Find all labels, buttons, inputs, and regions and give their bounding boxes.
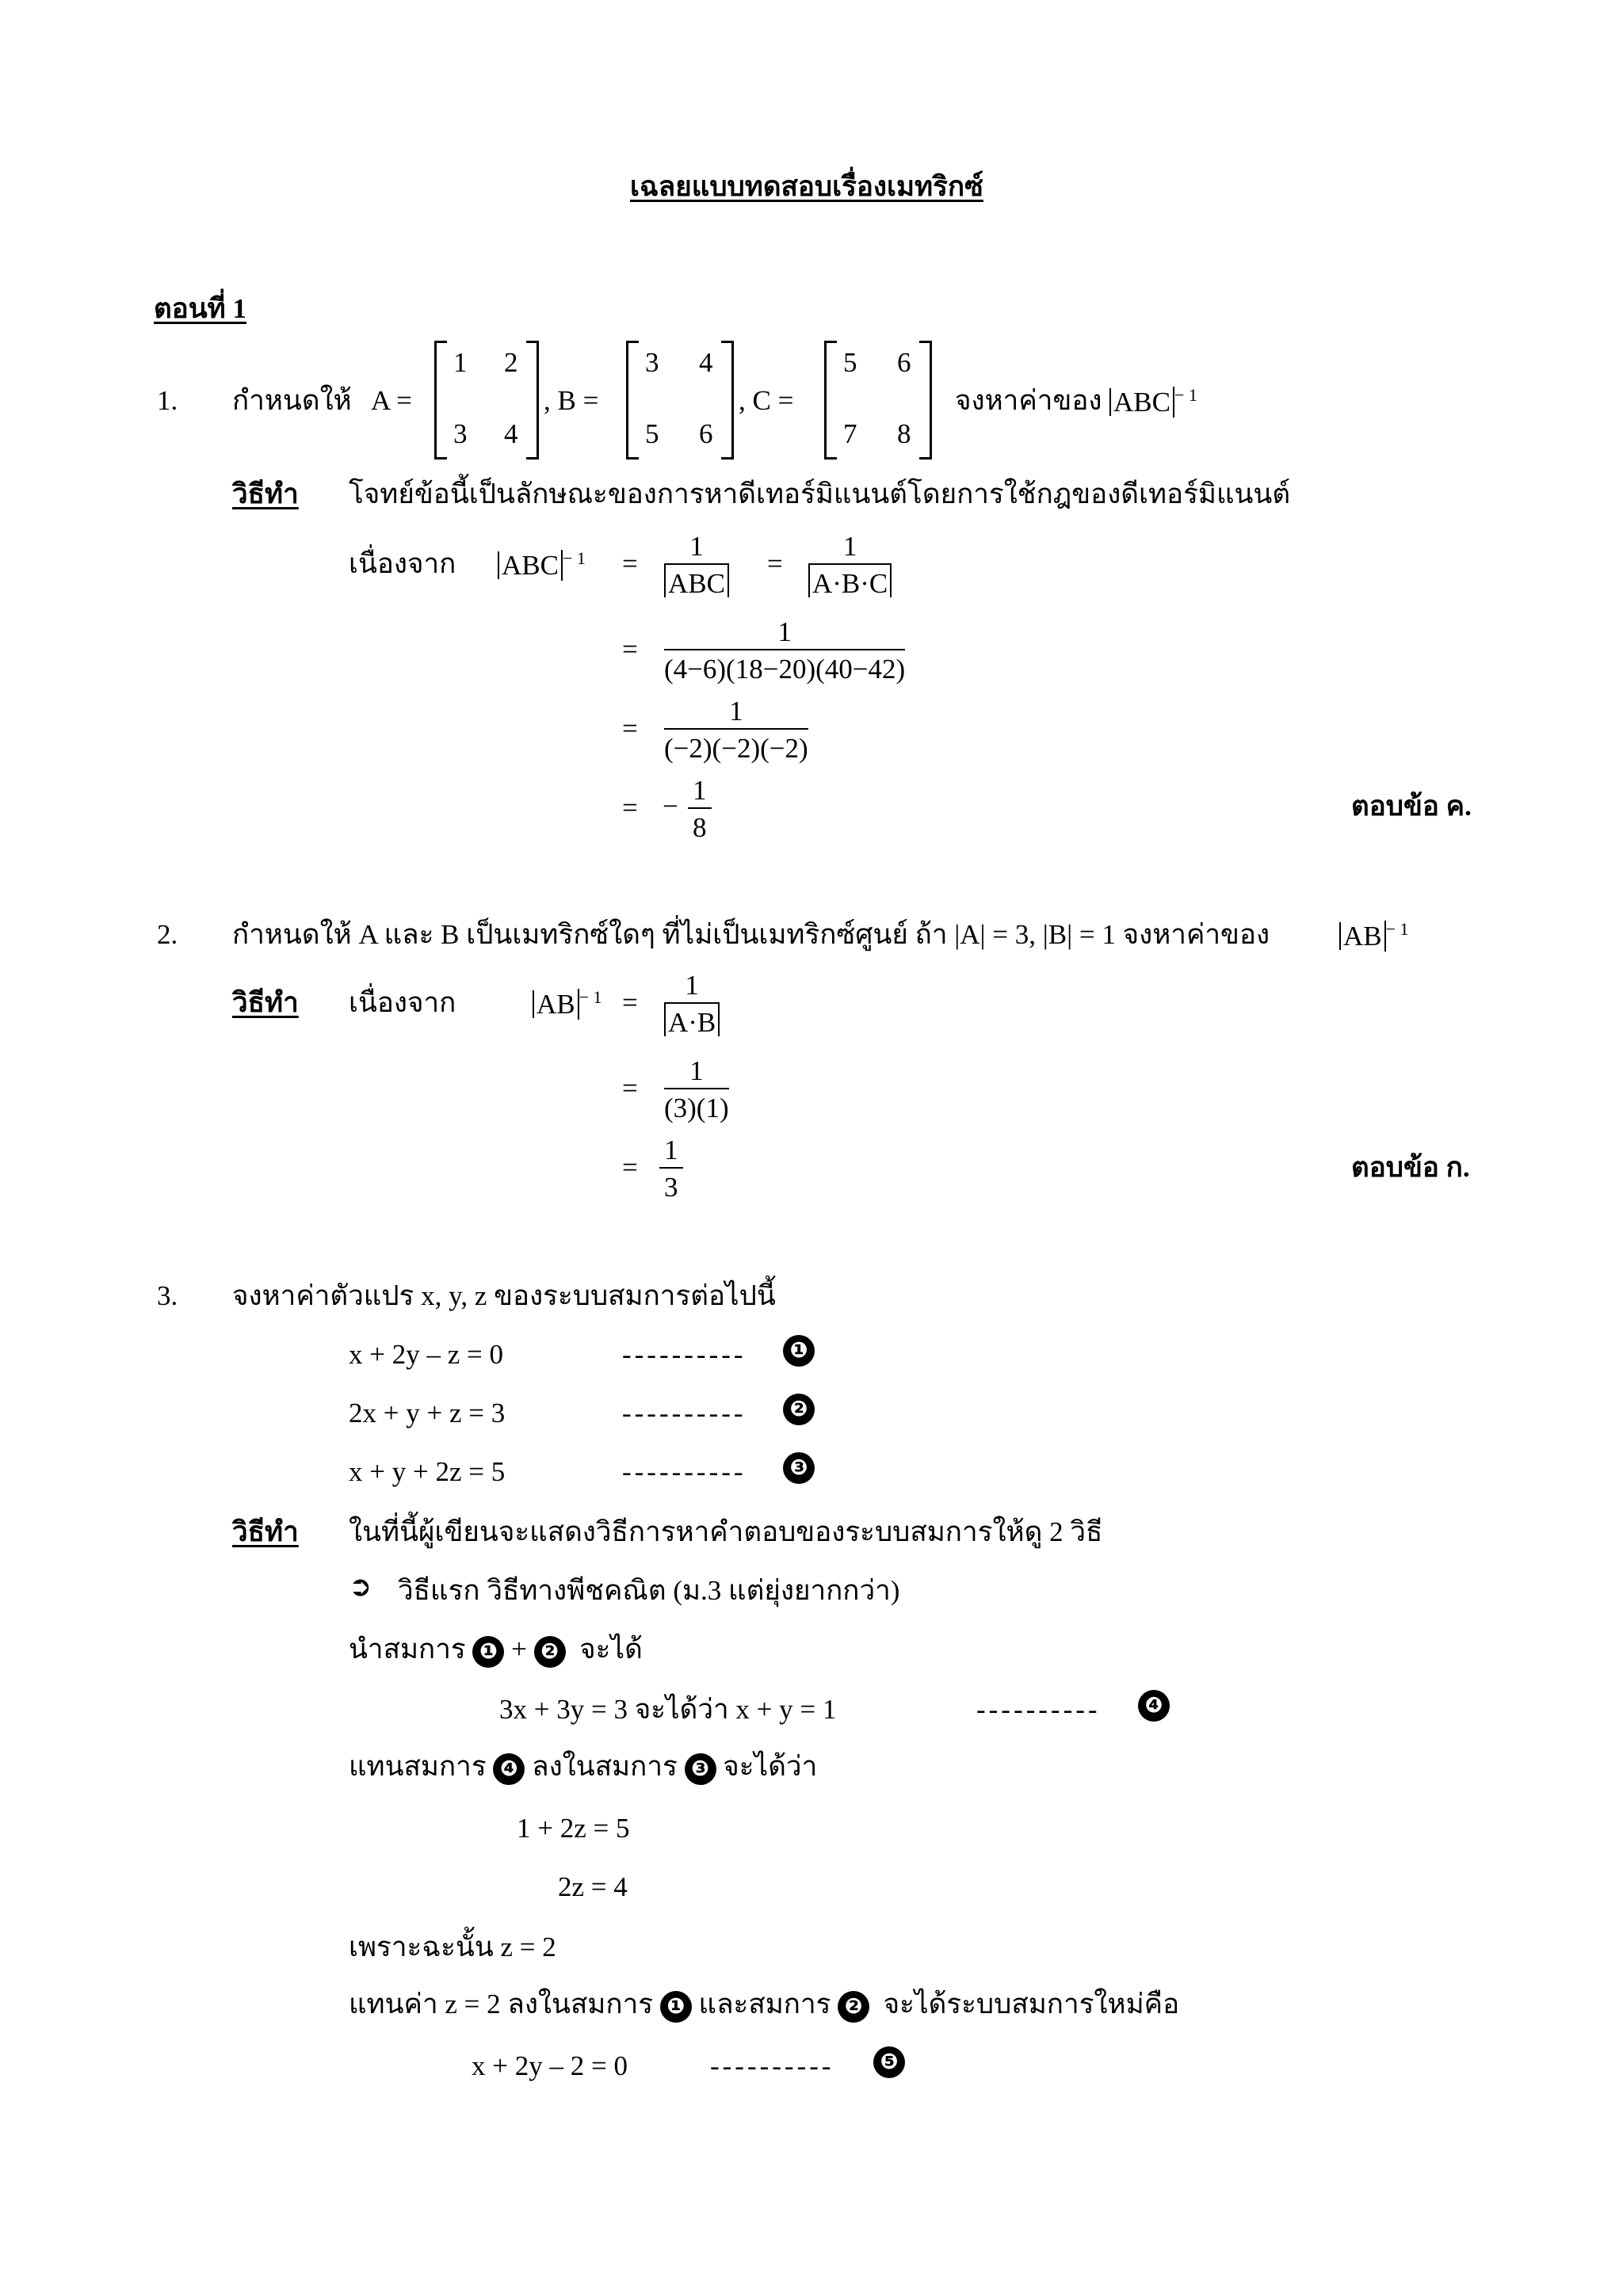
q1-since: เนื่องจาก	[349, 548, 456, 579]
method-label: วิธีทำ	[232, 1516, 299, 1547]
marker-2-icon: ❷	[838, 1991, 869, 2023]
q3-number: 3.	[157, 1280, 178, 1311]
matrix-bracket-left	[626, 341, 639, 460]
result-2: 1 + 2z = 5	[517, 1813, 630, 1844]
result-4: x + 2y – 2 = 0	[472, 2050, 628, 2081]
q1-number: 1.	[157, 385, 178, 416]
minus-sign: −	[663, 791, 678, 822]
denominator: 8	[693, 812, 707, 843]
fraction	[664, 618, 905, 683]
matrix-c-cell: 6	[897, 347, 911, 378]
matrix-b-cell: 4	[699, 347, 713, 378]
q1-c-label: , C =	[739, 385, 794, 416]
q1-a-label: A =	[371, 385, 412, 416]
q2-lhs: AB $^{- 1}$	[533, 989, 602, 1018]
matrix-bracket-right	[526, 341, 539, 460]
matrix-b	[626, 341, 734, 460]
fraction	[808, 532, 892, 597]
q3-method-text: ในที่นี้ผู้เขียนจะแสดงวิธีการหาคำตอบของระบบสมการให้ดู 2 วิธี	[349, 1516, 1103, 1547]
fraction	[664, 971, 720, 1036]
denominator: A·B	[664, 1004, 720, 1036]
equation-1: x + 2y – z = 0	[349, 1339, 504, 1370]
numerator: 1	[688, 776, 712, 809]
q1-given: กำหนดให้	[232, 385, 352, 416]
matrix-a-cell: 1	[453, 347, 468, 378]
equals-sign: =	[622, 548, 638, 579]
page-title: เฉลยแบบทดสอบเรื่องเมทริกซ์	[630, 171, 983, 202]
q1-ask: จงหาค่าของ	[955, 385, 1102, 416]
marker-1-icon: ❶	[660, 1991, 692, 2023]
marker-3-icon: ❸	[783, 1451, 815, 1484]
matrix-bracket-left	[434, 341, 447, 460]
q2-since: เนื่องจาก	[349, 987, 456, 1018]
matrix-c-cell: 5	[843, 347, 857, 378]
arrow-icon: ➲	[349, 1571, 372, 1603]
denominator: ABC	[664, 565, 729, 597]
marker-2-icon: ❷	[783, 1393, 815, 1425]
result-1: 3x + 3y = 3 จะได้ว่า x + y = 1	[499, 1694, 837, 1725]
matrix-b-cell: 3	[645, 347, 659, 378]
therefore-line: เพราะฉะนั้น z = 2	[349, 1932, 556, 1962]
q2-text: กำหนดให้ A และ B เป็นเมทริกซ์ใดๆ ที่ไม่เป็นเมทริกซ์ศูนย์ ถ้า |A| = 3, |B| = 1 จงหาค่าของ	[232, 919, 1270, 950]
marker-2-icon: ❷	[534, 1636, 566, 1668]
fraction	[688, 776, 712, 841]
marker-1-icon: ❶	[783, 1334, 815, 1367]
numerator: 1	[808, 532, 892, 565]
matrix-a-cell: 2	[504, 347, 518, 378]
fraction	[664, 1057, 729, 1122]
q1-answer: ตอบข้อ ค.	[1351, 791, 1472, 822]
step2-text: แทนสมการ ❹ ลงในสมการ ❸ จะได้ว่า	[349, 1753, 817, 1785]
matrix-c-cell: 8	[897, 418, 911, 449]
equals-sign: =	[622, 713, 638, 744]
method-label: วิธีทำ	[232, 479, 299, 509]
dashes: ----------	[710, 2050, 834, 2081]
numerator: 1	[664, 971, 720, 1004]
q2-ask-expression: AB $^{- 1}$	[1339, 921, 1409, 950]
q1-b-label: , B =	[544, 385, 599, 416]
denominator: (3)(1)	[664, 1093, 729, 1123]
equals-sign: =	[622, 792, 638, 823]
q2-answer: ตอบข้อ ก.	[1351, 1152, 1470, 1183]
equals-sign: =	[767, 548, 783, 579]
numerator: 1	[659, 1136, 683, 1169]
q1-ask-expression: ABC $^{- 1}$	[1109, 387, 1197, 416]
numerator: 1	[664, 1057, 729, 1089]
matrix-c-cell: 7	[843, 418, 857, 449]
dashes: ----------	[622, 1339, 747, 1370]
marker-3-icon: ❸	[685, 1753, 716, 1785]
denominator: A·B·C	[808, 565, 892, 597]
matrix-a	[434, 341, 539, 460]
matrix-a-cell: 4	[504, 418, 518, 449]
q3-text: จงหาค่าตัวแปร x, y, z ของระบบสมการต่อไปนี้	[232, 1280, 776, 1311]
dashes: ----------	[622, 1398, 747, 1428]
marker-4-icon: ❹	[493, 1753, 525, 1785]
equation-2: 2x + y + z = 3	[349, 1398, 506, 1428]
dashes: ----------	[622, 1456, 747, 1487]
result-3: 2z = 4	[558, 1871, 628, 1902]
numerator: 1	[664, 532, 729, 565]
equation-3: x + y + 2z = 5	[349, 1456, 506, 1487]
q1-lhs: ABC $^{- 1}$	[498, 550, 586, 579]
denominator: (4−6)(18−20)(40−42)	[664, 654, 906, 685]
dashes: ----------	[976, 1694, 1101, 1725]
matrix-c	[824, 341, 932, 460]
first-way: วิธีแรก วิธีทางพีชคณิต (ม.3 แต่ยุ่งยากกว่า)	[398, 1575, 900, 1606]
marker-4-icon: ❹	[1138, 1689, 1170, 1722]
denominator: (−2)(−2)(−2)	[664, 733, 808, 764]
substitute-line: แทนค่า z = 2 ลงในสมการ ❶ และสมการ ❷ จะได้ระบบสมการใหม่คือ	[349, 1990, 1179, 2023]
marker-1-icon: ❶	[472, 1636, 504, 1668]
numerator: 1	[664, 618, 905, 650]
step1-text: นำสมการ ❶ + ❷ จะได้	[349, 1635, 643, 1668]
matrix-a-cell: 3	[453, 418, 468, 449]
equals-sign: =	[622, 987, 638, 1018]
marker-5-icon: ❺	[873, 2046, 905, 2078]
equals-sign: =	[622, 1152, 638, 1183]
fraction	[664, 532, 729, 597]
matrix-bracket-right	[721, 341, 734, 460]
fraction	[659, 1136, 683, 1201]
denominator: 3	[664, 1172, 678, 1203]
fraction	[664, 697, 808, 762]
matrix-bracket-right	[919, 341, 932, 460]
q2-number: 2.	[157, 919, 178, 950]
part-heading: ตอนที่ 1	[154, 293, 246, 324]
matrix-bracket-left	[824, 341, 837, 460]
matrix-b-cell: 6	[699, 418, 713, 449]
matrix-b-cell: 5	[645, 418, 659, 449]
equals-sign: =	[622, 634, 638, 665]
q1-method-text: โจทย์ข้อนี้เป็นลักษณะของการหาดีเทอร์มิแนนต์โดยการใช้กฎของดีเทอร์มิแนนต์	[349, 479, 1291, 509]
numerator: 1	[664, 697, 808, 730]
equals-sign: =	[622, 1073, 638, 1104]
method-label: วิธีทำ	[232, 987, 299, 1018]
